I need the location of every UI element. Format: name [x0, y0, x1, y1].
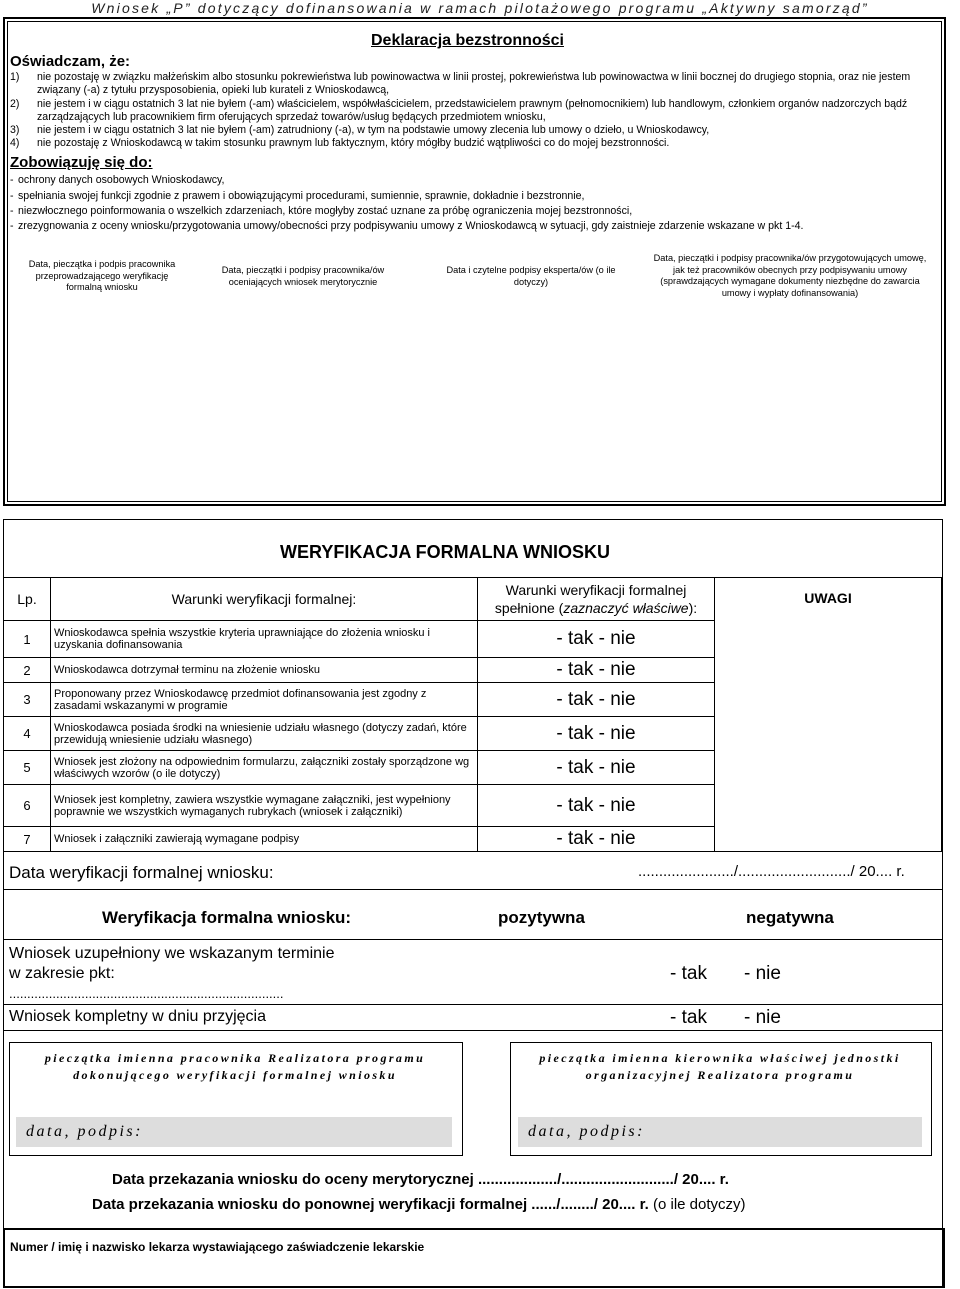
header-met-line2: spełnione ( — [494, 600, 564, 616]
supplement-line3[interactable]: ............................................................................ — [9, 986, 284, 1001]
frame-right — [942, 519, 943, 1287]
commitment-item: - zrezygnowania z oceny wniosku/przygotowania umowy/obecności przy podpisywaniu umowy z Wnioskodawcą w sytuacji, gdy zaistnieje zdarzenie wskazane w pkt 1-4. — [10, 219, 804, 232]
row-answer[interactable]: - tak - nie — [478, 683, 715, 717]
doctor-box — [3, 1228, 945, 1288]
verification-date-value[interactable]: ......................./.........................../ 20.... r. — [638, 863, 905, 880]
stamp-left-title: pieczątka imienna pracownika Realizatora programu dokonującego weryfikacji formalnej wniosku — [44, 1051, 426, 1082]
supplement-no[interactable]: - nie — [744, 963, 781, 984]
item-number: 4) — [10, 137, 20, 150]
row-number: 1 — [4, 621, 51, 658]
item-text: nie jestem i w ciągu ostatnich 3 lat nie byłem (-am) właścicielem, współwłaścicielem, przedstawicielem prawnym (pełnomocnikiem) lub handlowym, członkiem organów nadzorczych bądź zarządzających lub pracownikiem firm oferujących sprzedaż towarów/usług będących przedmiotem wniosku, — [37, 97, 908, 123]
complete-no[interactable]: - nie — [744, 1007, 781, 1028]
row-answer[interactable]: - tak - nie — [478, 658, 715, 683]
row-number: 2 — [4, 658, 51, 683]
supplement-line1: Wniosek uzupełniony we wskazanym terminie — [9, 945, 335, 962]
item-text: nie pozostaję z Wnioskodawcą w takim stosunku prawnym lub faktycznym, który mógłby budzić wątpliwości co do mojej bezstronności. — [37, 137, 670, 150]
row-number: 6 — [4, 785, 51, 827]
row-answer[interactable]: - tak - nie — [478, 717, 715, 751]
result-label: Weryfikacja formalna wniosku: — [102, 908, 352, 927]
signature-experts: Data i czytelne podpisy eksperta/ów (o ile dotyczy) — [446, 265, 616, 287]
declaration-item — [10, 124, 930, 137]
commitment-text: ochrony danych osobowych Wnioskodawcy, — [18, 174, 225, 186]
supplement-yes[interactable]: - tak — [670, 963, 707, 984]
commitment-item: - spełniania swojej funkcji zgodnie z prawem i obowiązującymi procedurami, sumiennie, sprawnie, dokładnie i bezstronnie, — [10, 189, 585, 202]
row-condition: Wniosek jest złożony na odpowiednim formularzu, załączniki zostały sporządzone wg właściwych wzorów (o ile dotyczy) — [51, 751, 478, 785]
item-text: nie pozostaję w związku małżeńskim albo stosunku pokrewieństwa lub powinowactwa w linii prostej, pokrewieństwa lub powinowactwa w linii bocznej do drugiego stopnia, oraz nie jestem związany (-a) z tytułu przysposobienia, opieki lub kurateli z Wnioskodawcą, — [37, 71, 911, 97]
commitment-text: zrezygnowania z oceny wniosku/przygotowania umowy/obecności przy podpisywaniu umowy z Wnioskodawcą w sytuacji, gdy zaistnieje zdarzenie wskazane w pkt 1-4. — [18, 219, 804, 232]
stamp-right-title: pieczątka imienna kierownika właściwej jednostki organizacyjnej Realizatora programu — [539, 1051, 901, 1082]
row-number: 5 — [4, 751, 51, 785]
header-met-end: ): — [688, 600, 698, 616]
document-header: Wniosek „P” dotyczący dofinansowania w ramach pilotażowego programu „Aktywny samorząd” — [91, 0, 869, 16]
verification-table — [3, 577, 942, 852]
signature-formal-verifier: Data, pieczątka i podpis pracownika przeprowadzającego weryfikację formalną wniosku — [28, 259, 176, 293]
doctor-label: Numer / imię i nazwisko lekarza wystawiającego zaświadczenie lekarskie — [10, 1240, 425, 1254]
result-negative[interactable]: negatywna — [746, 908, 834, 927]
divider — [3, 1004, 942, 1005]
divider — [3, 1030, 942, 1031]
table-header-row — [4, 578, 942, 621]
declaration-item — [10, 71, 930, 98]
declaration-statement: Oświadczam, że: — [10, 53, 131, 70]
row-answer[interactable]: - tak - nie — [478, 827, 715, 852]
divider — [3, 939, 942, 940]
declaration-title: Deklaracja bezstronności — [371, 32, 564, 49]
header-lp: Lp. — [4, 578, 51, 621]
row-answer[interactable]: - tak - nie — [478, 621, 715, 658]
verification-title: WERYFIKACJA FORMALNA WNIOSKU — [280, 542, 610, 562]
stamp-left-date-sign[interactable]: data, podpis: — [16, 1117, 452, 1147]
row-condition: Wniosek jest kompletny, zawiera wszystkie wymagane załączniki, jest wypełniony poprawnie we wszystkich wymaganych rubrykach (wniosek i załączniki) — [51, 785, 478, 827]
row-condition: Wnioskodawca dotrzymał terminu na złożenie wniosku — [51, 658, 478, 683]
header-conditions: Warunki weryfikacji formalnej: — [51, 578, 478, 621]
complete-yes[interactable]: - tak — [670, 1007, 707, 1028]
row-condition: Proponowany przez Wnioskodawcę przedmiot dofinansowania jest zgodny z zasadami wskazanymi w programie — [51, 683, 478, 717]
item-number: 2) — [10, 97, 20, 110]
declaration-section — [3, 17, 946, 506]
transfer-reverify-note: (o ile dotyczy) — [648, 1196, 746, 1213]
signature-merit-evaluators: Data, pieczątki i podpisy pracownika/ów oceniających wniosek merytorycznie — [221, 265, 385, 287]
commitment-text: niezwłocznego poinformowania o wszelkich zdarzeniach, które mogłyby zostać uznane za próbę ograniczenia mojej bezstronności, — [18, 205, 633, 217]
item-number: 3) — [10, 124, 20, 137]
commitment-item: - niezwłocznego poinformowania o wszelkich zdarzeniach, które mogłyby zostać uznane za próbę ograniczenia mojej bezstronności, — [10, 205, 633, 217]
row-number: 4 — [4, 717, 51, 751]
row-number: 3 — [4, 683, 51, 717]
result-positive[interactable]: pozytywna — [498, 908, 585, 927]
complete-label: Wniosek kompletny w dniu przyjęcia — [9, 1008, 266, 1025]
commitment-text: spełniania swojej funkcji zgodnie z prawem i obowiązującymi procedurami, sumiennie, sprawnie, dokładnie i bezstronnie, — [18, 189, 585, 202]
stamp-right-date-sign[interactable]: data, podpis: — [518, 1117, 922, 1147]
section-divider — [3, 519, 942, 520]
commitments-heading: Zobowiązuję się do: — [10, 154, 153, 171]
divider — [3, 889, 942, 890]
header-met-italic: zaznaczyć właściwe — [563, 600, 689, 616]
header-met-line1: Warunki weryfikacji formalnej — [505, 582, 687, 598]
row-condition: Wnioskodawca posiada środki na wniesienie udziału własnego (dotyczy zadań, które przewidują wniesienie udziału własnego) — [51, 717, 478, 751]
supplement-label — [9, 944, 334, 1004]
commitment-item: - ochrony danych osobowych Wnioskodawcy, — [10, 174, 225, 186]
header-notes: UWAGI — [715, 578, 942, 852]
row-condition: Wniosek i załączniki zawierają wymagane podpisy — [51, 827, 478, 852]
transfer-reverify-text: Data przekazania wniosku do ponownej weryfikacji formalnej ....../......../ 20.... r. — [92, 1196, 649, 1213]
row-answer[interactable]: - tak - nie — [478, 751, 715, 785]
signature-contract-preparers: Data, pieczątki i podpisy pracownika/ów przygotowujących umowę, jak też pracowników obecnych przy podpisywaniu umowy (sprawdzających wymagane dokumenty niezbędne do zawarcia umowy i wypłaty dofinansowania) — [653, 253, 927, 298]
declaration-items — [10, 71, 930, 151]
row-number: 7 — [4, 827, 51, 852]
row-answer[interactable]: - tak - nie — [478, 785, 715, 827]
commitments-list — [10, 173, 930, 233]
item-number: 1) — [10, 71, 20, 83]
supplement-line2: w zakresie pkt: — [9, 965, 115, 982]
item-text: nie jestem i w ciągu ostatnich 3 lat nie byłem (-am) zatrudniony (-a), w tym na podstawie umowy zlecenia lub umowy o dzieło, u Wnioskodawcy, — [37, 124, 710, 137]
declaration-item — [10, 98, 930, 125]
row-condition: Wnioskodawca spełnia wszystkie kryteria uprawniające do złożenia wniosku i uzyskania dofinansowania — [51, 621, 478, 658]
declaration-item — [10, 137, 930, 150]
transfer-reverify-date — [92, 1196, 746, 1213]
header-met — [478, 578, 715, 621]
transfer-merit-date: Data przekazania wniosku do oceny merytorycznej .................../.........................../ 20.... r. — [112, 1171, 729, 1188]
verification-date-label: Data weryfikacji formalnej wniosku: — [9, 863, 274, 882]
